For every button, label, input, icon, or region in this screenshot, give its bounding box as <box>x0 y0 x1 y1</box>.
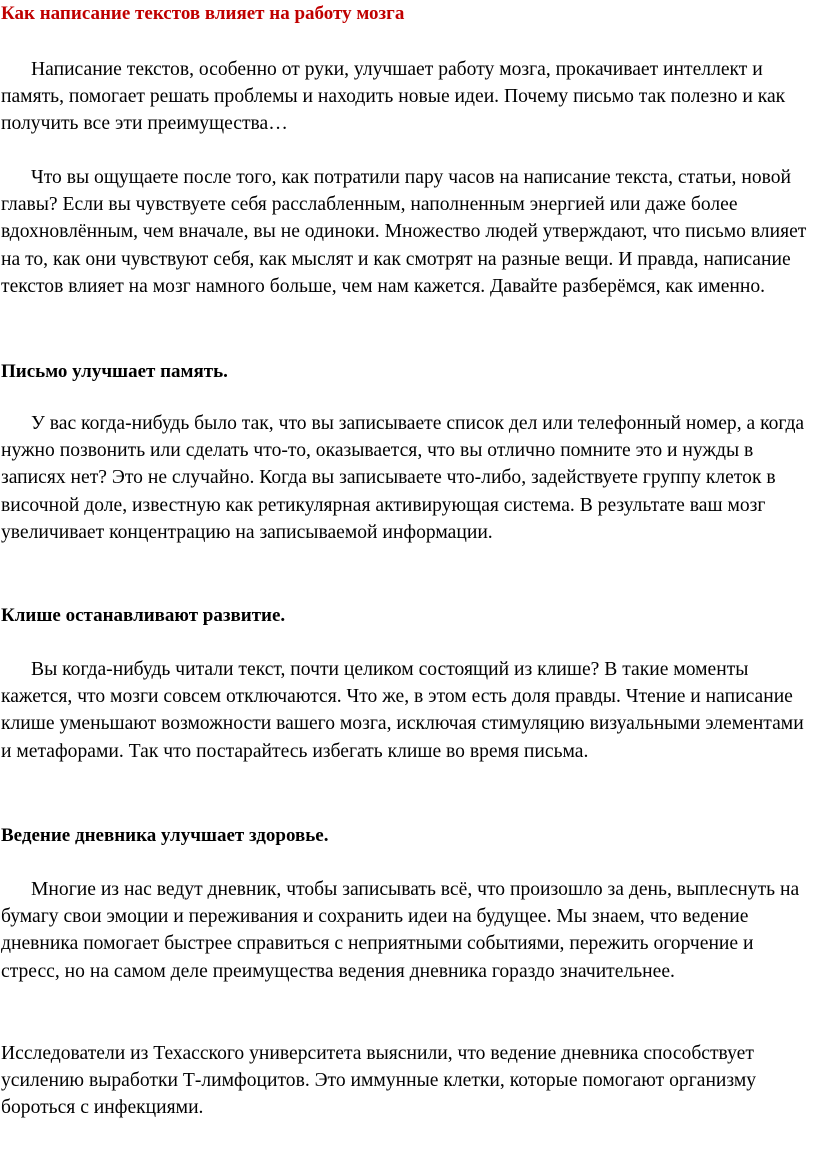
intro-paragraph: Написание текстов, особенно от руки, улучшает работу мозга, прокачивает интеллект и память, помогает решать проблемы и находить новые идеи. Почему письмо так полезно и как получить все эти преимущества… <box>1 59 786 135</box>
section-text-memory: У вас когда-нибудь было так, что вы записываете список дел или телефонный номер, а когда нужно позвонить или сделать что-то, оказывается, что вы отлично помните это и нужды в записях нет? Это не случайно. Когда вы записываете что-либо, задействуете группу клеток в височной доле, известную как ретикулярная активирующая система. В результате ваш мозг увеличивает концентрацию на записываемой информации. <box>1 413 805 543</box>
section-text-cliche: Вы когда-нибудь читали текст, почти целиком состоящий из клише? В такие моменты кажется, что мозги совсем отключаются. Что же, в этом есть доля правды. Чтение и написание клише уменьшают возможности вашего мозга, исключая стимуляцию визуальными элементами и метафорами. Так что постарайтесь избегать клише во время письма. <box>1 659 804 762</box>
document-title: Как написание текстов влияет на работу мозга <box>1 3 405 24</box>
section-heading-diary: Ведение дневника улучшает здоровье. <box>1 825 329 846</box>
closing-paragraph: Исследователи из Техасского университета выяснили, что ведение дневника способствует усилению выработки Т-лимфоцитов. Это иммунные клетки, которые помогают организму бороться с инфекциями. <box>1 1043 757 1119</box>
section-heading-memory: Письмо улучшает память. <box>1 361 228 382</box>
section-text-diary: Многие из нас ведут дневник, чтобы записывать всё, что произошло за день, выплеснуть на бумагу свои эмоции и переживания и сохранить идеи на будущее. Мы знаем, что ведение дневника помогает быстрее справиться с неприятными событиями, пережить огорчение и стресс, но на самом деле преимущества ведения дневника гораздо значительнее. <box>1 879 800 982</box>
section-heading-cliche: Клише останавливают развитие. <box>1 605 286 626</box>
paragraph-experience: Что вы ощущаете после того, как потратили пару часов на написание текста, статьи, новой главы? Если вы чувствуете себя расслабленным, наполненным энергией или даже более вдохновлённым, чем вначале, вы не одиноки. Множество людей утверждают, что письмо влияет на то, как они чувствуют себя, как мыслят и как смотрят на разные вещи. И правда, написание текстов влияет на мозг намного больше, чем нам кажется. Давайте разберёмся, как именно. <box>1 167 807 297</box>
